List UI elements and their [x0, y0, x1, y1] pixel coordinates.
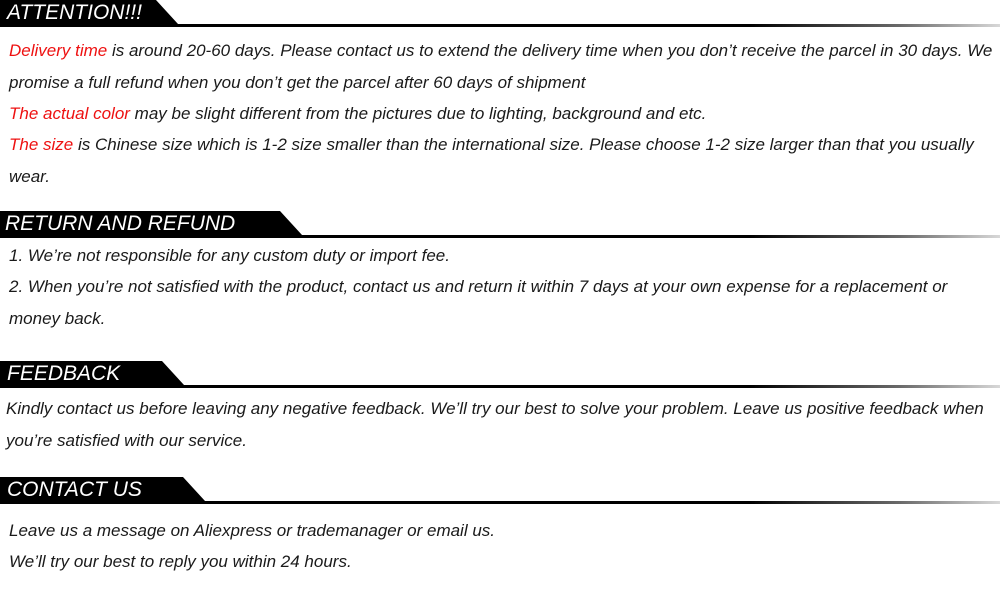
size-text: is Chinese size which is 1-2 size smaller than the international size. Please choose 1-2 size larger than that you usually wear.: [9, 135, 974, 186]
contact-header: [0, 477, 1000, 504]
delivery-text: is around 20-60 days. Please contact us to extend the delivery time when you don’t receive the parcel in 30 days. We promise a full refund when you don’t get the parcel after 60 days of shipment: [9, 41, 993, 92]
attention-title: ATTENTION!!!: [7, 1, 142, 24]
contact-header-slant: [183, 477, 205, 501]
return-refund-title: RETURN AND REFUND: [5, 212, 236, 235]
color-highlight: The actual color: [9, 104, 130, 123]
delivery-paragraph: [9, 35, 994, 98]
contact-title: CONTACT US: [7, 478, 142, 501]
color-paragraph: [9, 98, 994, 130]
attention-header: [0, 0, 1000, 27]
color-text: may be slight different from the pictures due to lighting, background and etc.: [129, 104, 707, 123]
attention-header-divider: [0, 24, 1000, 27]
feedback-header-divider: [0, 385, 1000, 388]
feedback-header-slant: [162, 361, 184, 385]
delivery-highlight: Delivery time: [9, 41, 108, 60]
feedback-section: [0, 361, 1000, 388]
attention-header-slant: [156, 0, 178, 24]
return-item-1: 1. We’re not responsible for any custom duty or import fee.: [9, 246, 450, 265]
contact-line-1: Leave us a message on Aliexpress or trademanager or email us.: [9, 521, 496, 540]
return-refund-header-divider: [0, 235, 1000, 238]
return-refund-header-slant: [280, 211, 302, 235]
contact-section: [0, 477, 1000, 504]
size-paragraph: [9, 129, 994, 192]
contact-header-divider: [0, 501, 1000, 504]
contact-line-2: We’ll try our best to reply you within 24 hours.: [9, 552, 352, 571]
attention-section: [0, 0, 1000, 27]
return-refund-section: [0, 211, 1000, 238]
size-highlight: The size: [9, 135, 74, 154]
return-refund-header: [0, 211, 1000, 238]
return-item-2: 2. When you’re not satisfied with the product, contact us and return it within 7 days at your own expense for a replacement or money back.: [9, 277, 948, 328]
feedback-title: FEEDBACK: [7, 362, 121, 385]
feedback-header: [0, 361, 1000, 388]
feedback-text: Kindly contact us before leaving any negative feedback. We’ll try our best to solve your problem. Leave us positive feedback when you’re satisfied with our service.: [6, 399, 984, 450]
